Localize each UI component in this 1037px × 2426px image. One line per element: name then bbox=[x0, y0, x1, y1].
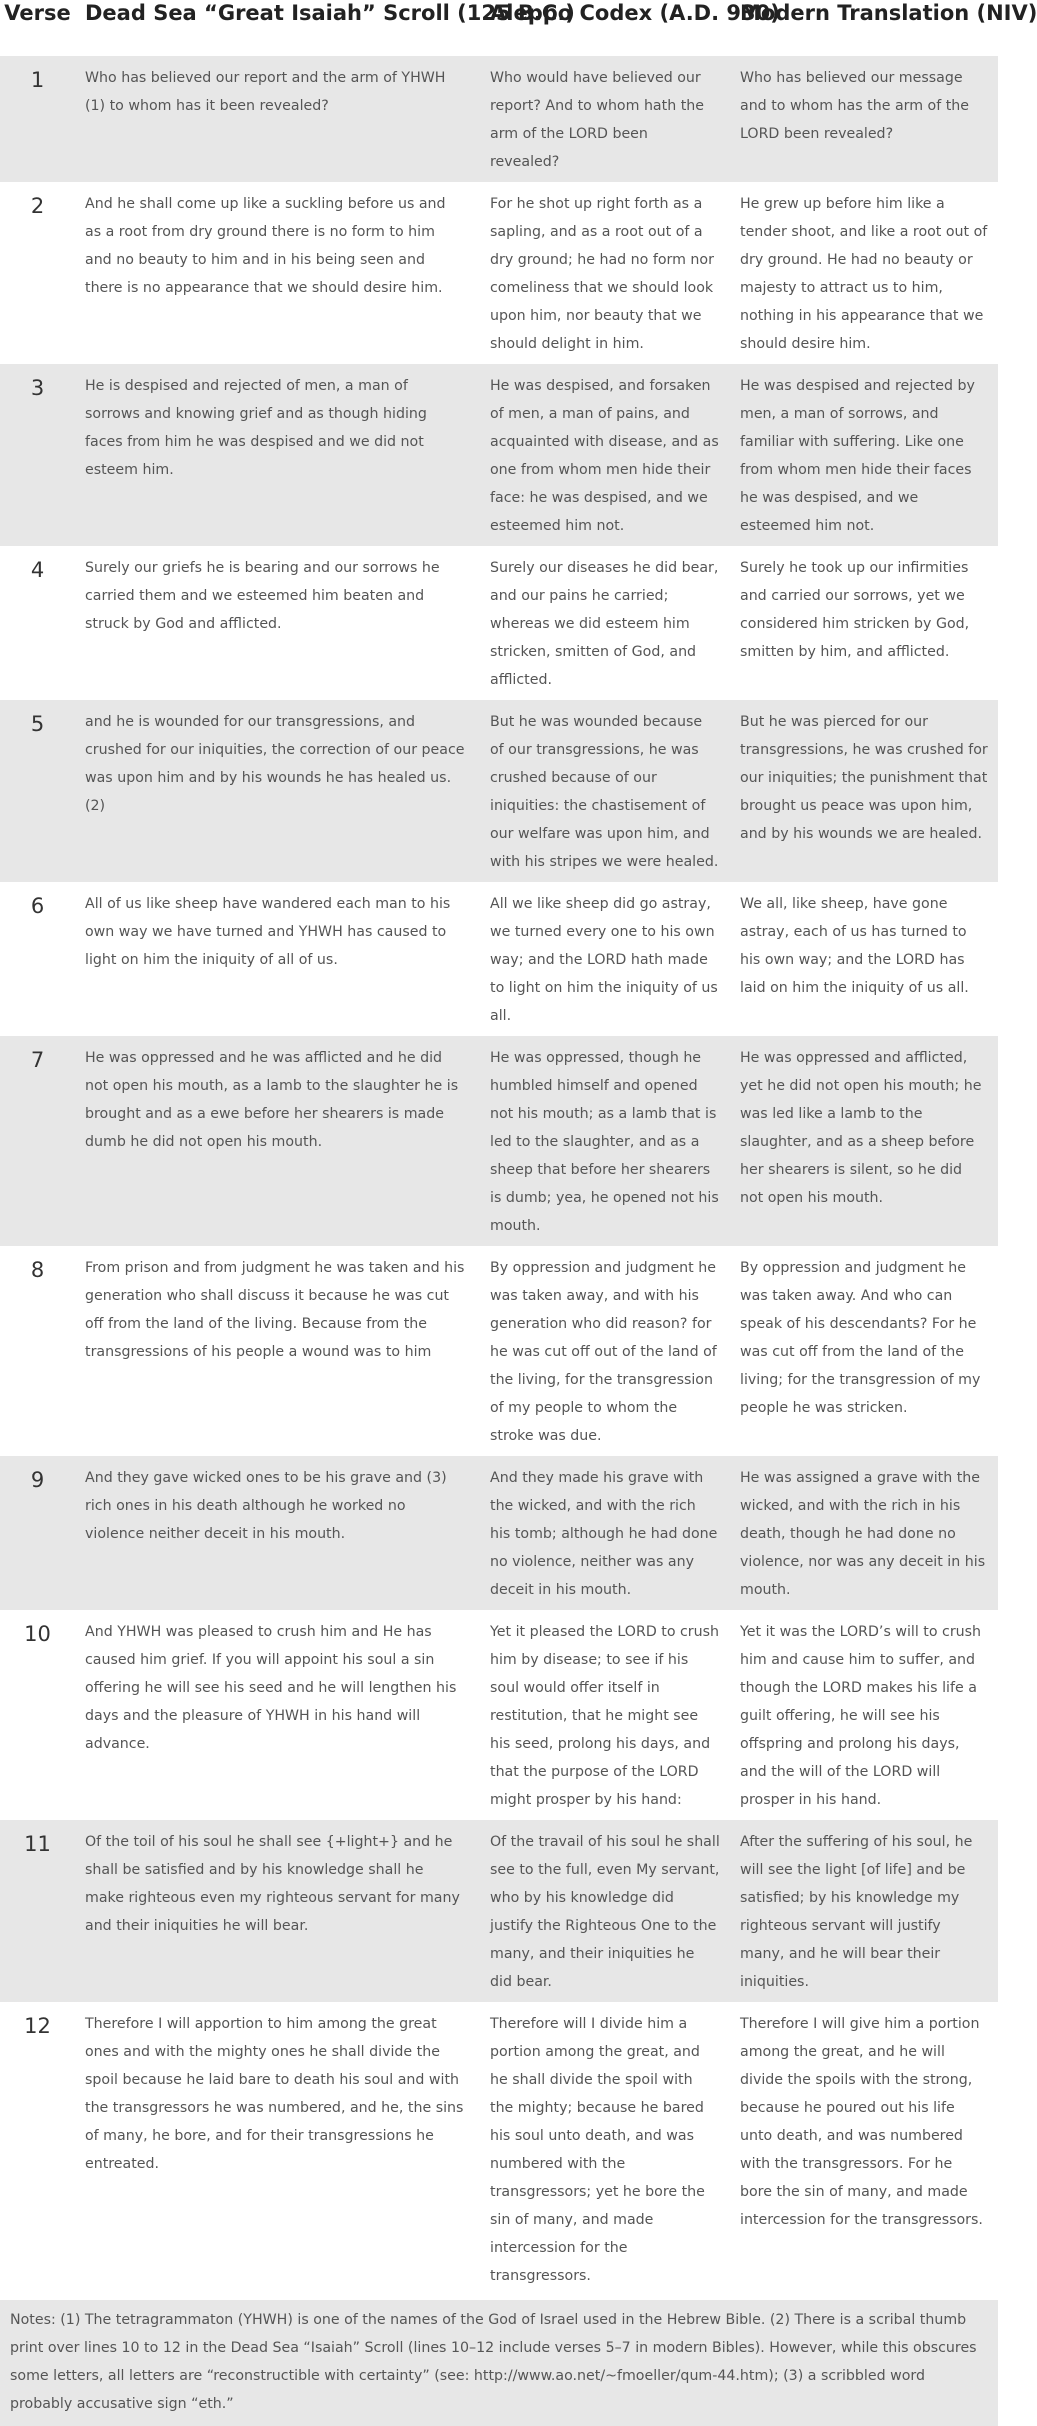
aleppo-codex-text: By oppression and judgment he was taken away, and with his generation who did reason? for he was cut off out of the land of the living, for the transgression of my people to whom the stroke was due. bbox=[490, 1260, 717, 1444]
header-modern-translation: Modern Translation (NIV) bbox=[740, 1, 1037, 25]
verse-number: 6 bbox=[30, 894, 45, 918]
niv-text: He grew up before him like a tender shoot, and like a root out of dry ground. He had no beauty or majesty to attract us to him, nothing in his appearance that we should desire him. bbox=[740, 196, 988, 352]
dead-sea-scroll-text: From prison and from judgment he was taken and his generation who shall discuss it because he was cut off from the land of the living. Because from the transgressions of his people a wound was to him bbox=[85, 1260, 465, 1360]
footnotes: Notes: (1) The tetragrammaton (YHWH) is one of the names of the God of Israel used in the Hebrew Bible. (2) There is a scribal thumb print over lines 10 to 12 in the Dead Sea “Isaiah” Scroll (lines 10–12 include verses 5–7 in modern Bibles). However, while this obscures some letters, all letters are “reconstructible with certainty” (see: http://www.ao.net/~fmoeller/qum-44.htm); (3) a scribbled word probably accusative sign “eth.” bbox=[0, 2300, 998, 2426]
header-aleppo-codex: Aleppo Codex (A.D. 930) bbox=[490, 1, 780, 25]
dead-sea-scroll-text: Of the toil of his soul he shall see {+light+} and he shall be satisfied and by his knowledge shall he make righteous even my righteous servant for many and their iniquities he will bear. bbox=[85, 1834, 460, 1934]
niv-text: After the suffering of his soul, he will see the light [of life] and be satisfied; by his knowledge my righteous servant will justify many, and he will bear their iniquities. bbox=[740, 1834, 973, 1990]
niv-text: He was oppressed and afflicted, yet he did not open his mouth; he was led like a lamb to the slaughter, and as a sheep before her shearers is silent, so he did not open his mouth. bbox=[740, 1050, 982, 1206]
aleppo-codex-text: But he was wounded because of our transgressions, he was crushed because of our iniquities: the chastisement of our welfare was upon him, and with his stripes we were healed. bbox=[490, 714, 719, 870]
verse-number: 7 bbox=[30, 1048, 45, 1072]
verse-number: 4 bbox=[30, 558, 45, 582]
verse-number: 10 bbox=[24, 1622, 51, 1646]
dead-sea-scroll-text: He was oppressed and he was afflicted and he did not open his mouth, as a lamb to the slaughter he is brought and as a ewe before her shearers is made dumb he did not open his mouth. bbox=[85, 1050, 459, 1150]
table-body bbox=[0, 56, 998, 2296]
dead-sea-scroll-text: and he is wounded for our transgressions, and crushed for our iniquities, the correction of our peace was upon him and by his wounds he has healed us.(2) bbox=[85, 714, 465, 814]
niv-text: Surely he took up our infirmities and carried our sorrows, yet we considered him stricken by God, smitten by him, and afflicted. bbox=[740, 560, 970, 660]
verse-number: 2 bbox=[30, 194, 45, 218]
table-row bbox=[0, 546, 998, 700]
header-verse: Verse bbox=[4, 1, 71, 25]
aleppo-codex-text: All we like sheep did go astray, we turned every one to his own way; and the LORD hath made to light on him the iniquity of us all. bbox=[490, 896, 718, 1024]
dead-sea-scroll-text: Who has believed our report and the arm of YHWH (1) to whom has it been revealed? bbox=[85, 70, 446, 114]
dead-sea-scroll-text: And he shall come up like a suckling before us and as a root from dry ground there is no form to him and no beauty to him and in his being seen and there is no appearance that we should desire him. bbox=[85, 196, 446, 296]
table-row bbox=[0, 882, 998, 1036]
table-header bbox=[0, 0, 1037, 56]
aleppo-codex-text: Of the travail of his soul he shall see to the full, even My servant, who by his knowledge did justify the Righteous One to the many, and their iniquities he did bear. bbox=[490, 1834, 720, 1990]
niv-text: Who has believed our message and to whom has the arm of the LORD been revealed? bbox=[740, 70, 970, 142]
dead-sea-scroll-text: He is despised and rejected of men, a man of sorrows and knowing grief and as though hiding faces from him he was despised and we did not esteem him. bbox=[85, 378, 427, 478]
dead-sea-scroll-text: And they gave wicked ones to be his grave and (3) rich ones in his death although he worked no violence neither deceit in his mouth. bbox=[85, 1470, 447, 1542]
aleppo-codex-text: Surely our diseases he did bear, and our pains he carried; whereas we did esteem him stricken, smitten of God, and afflicted. bbox=[490, 560, 719, 688]
niv-text: He was assigned a grave with the wicked, and with the rich in his death, though he had done no violence, nor was any deceit in his mouth. bbox=[740, 1470, 986, 1598]
niv-text: Therefore I will give him a portion among the great, and he will divide the spoils with the strong, because he poured out his life unto death, and was numbered with the transgressors. For he bore the sin of many, and made intercession for the transgressors. bbox=[740, 2016, 983, 2228]
table-row bbox=[0, 2002, 998, 2296]
header-dead-sea-scroll: Dead Sea “Great Isaiah” Scroll (125 B.C.) bbox=[85, 1, 575, 25]
aleppo-codex-text: And they made his grave with the wicked, and with the rich his tomb; although he had done no violence, neither was any deceit in his mouth. bbox=[490, 1470, 718, 1598]
table-row bbox=[0, 56, 998, 182]
table-row bbox=[0, 700, 998, 882]
verse-number: 12 bbox=[24, 2014, 51, 2038]
aleppo-codex-text: Who would have believed our report? And to whom hath the arm of the LORD been revealed? bbox=[490, 70, 704, 170]
verse-number: 1 bbox=[30, 68, 45, 92]
header-row bbox=[0, 0, 998, 56]
dead-sea-scroll-text: Surely our griefs he is bearing and our sorrows he carried them and we esteemed him beaten and struck by God and afflicted. bbox=[85, 560, 440, 632]
table-row bbox=[0, 1610, 998, 1820]
niv-text: But he was pierced for our transgressions, he was crushed for our iniquities; the punishment that brought us peace was upon him, and by his wounds we are healed. bbox=[740, 714, 988, 842]
dead-sea-scroll-text: All of us like sheep have wandered each man to his own way we have turned and YHWH has caused to light on him the iniquity of all of us. bbox=[85, 896, 451, 968]
aleppo-codex-text: He was despised, and forsaken of men, a man of pains, and acquainted with disease, and as one from whom men hide their face: he was despised, and we esteemed him not. bbox=[490, 378, 719, 534]
niv-text: By oppression and judgment he was taken away. And who can speak of his descendants? For he was cut off from the land of the living; for the transgression of my people he was stricken. bbox=[740, 1260, 981, 1416]
table-row bbox=[0, 1820, 998, 2002]
aleppo-codex-text: Therefore will I divide him a portion among the great, and he shall divide the spoil with the mighty; because he bared his soul unto death, and was numbered with the transgressors; yet he bore the sin of many, and made intercession for the transgressors. bbox=[490, 2016, 705, 2284]
verse-number: 11 bbox=[24, 1832, 51, 1856]
verse-number: 5 bbox=[30, 712, 45, 736]
verse-number: 8 bbox=[30, 1258, 45, 1282]
table-row bbox=[0, 1036, 998, 1246]
verse-number: 3 bbox=[30, 376, 45, 400]
niv-text: Yet it was the LORD’s will to crush him and cause him to suffer, and though the LORD makes his life a guilt offering, he will see his offspring and prolong his days, and the will of the LORD will prosper in his hand. bbox=[740, 1624, 982, 1808]
table-row bbox=[0, 364, 998, 546]
aleppo-codex-text: For he shot up right forth as a sapling, and as a root out of a dry ground; he had no form nor comeliness that we should look upon him, nor beauty that we should delight in him. bbox=[490, 196, 714, 352]
table-row bbox=[0, 1456, 998, 1610]
table-row bbox=[0, 182, 998, 364]
verse-number: 9 bbox=[30, 1468, 45, 1492]
dead-sea-scroll-text: Therefore I will apportion to him among the great ones and with the mighty ones he shall divide the spoil because he laid bare to death his soul and with the transgressors he was numbered, and he, the sins of many, he bore, and for their transgressions he entreated. bbox=[85, 2016, 464, 2172]
dead-sea-scroll-text: And YHWH was pleased to crush him and He has caused him grief. If you will appoint his soul a sin offering he will see his seed and he will lengthen his days and the pleasure of YHWH in his hand will advance. bbox=[85, 1624, 457, 1752]
table-row bbox=[0, 1246, 998, 1456]
niv-text: We all, like sheep, have gone astray, each of us has turned to his own way; and the LORD has laid on him the iniquity of us all. bbox=[740, 896, 969, 996]
aleppo-codex-text: He was oppressed, though he humbled himself and opened not his mouth; as a lamb that is led to the slaughter, and as a sheep that before her shearers is dumb; yea, he opened not his mouth. bbox=[490, 1050, 719, 1234]
aleppo-codex-text: Yet it pleased the LORD to crush him by disease; to see if his soul would offer itself in restitution, that he might see his seed, prolong his days, and that the purpose of the LORD might prosper by his hand: bbox=[490, 1624, 720, 1808]
niv-text: He was despised and rejected by men, a man of sorrows, and familiar with suffering. Like one from whom men hide their faces he was despised, and we esteemed him not. bbox=[740, 378, 975, 534]
